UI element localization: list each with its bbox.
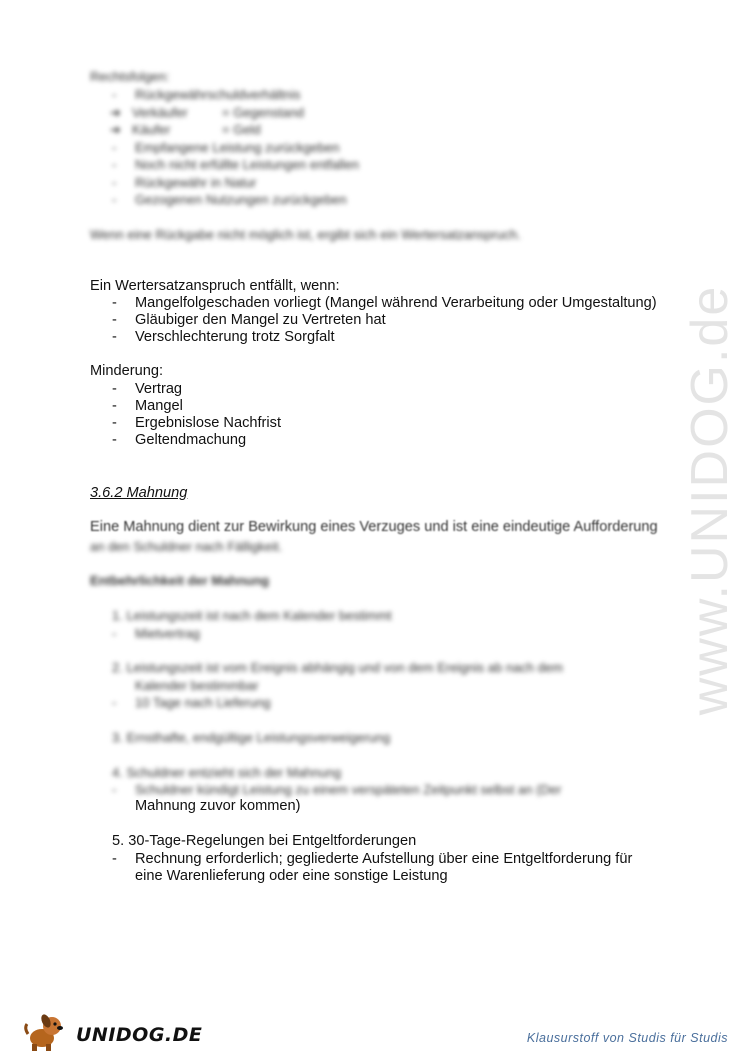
list-item: Noch nicht erfüllte Leistungen entfallen bbox=[135, 157, 360, 172]
bullet-marker: - bbox=[112, 192, 117, 207]
paragraph: Wenn eine Rückgabe nicht möglich ist, ergibt sich ein Wertersatzanspruch. bbox=[90, 227, 521, 242]
list-item-value: = Gegenstand bbox=[222, 105, 305, 120]
logo-text: UNIDOG.DE bbox=[76, 1024, 203, 1046]
list-item: Kalender bestimmbar bbox=[135, 678, 259, 693]
subheading: Entbehrlichkeit der Mahnung bbox=[90, 573, 270, 588]
list-item: Gezogenen Nutzungen zurückgeben bbox=[135, 192, 347, 207]
watermark: www.UNIDOG.de bbox=[681, 284, 739, 716]
list-item: Mangel bbox=[135, 398, 183, 414]
list-item: eine Warenlieferung oder eine sonstige Leistung bbox=[135, 868, 448, 884]
list-item: 10 Tage nach Lieferung bbox=[135, 695, 271, 710]
bullet-marker: - bbox=[112, 157, 117, 172]
bullet-marker: - bbox=[112, 87, 117, 102]
arrow-marker: ➔ bbox=[110, 105, 121, 120]
list-item: Empfangene Leistung zurückgeben bbox=[135, 140, 340, 155]
list-item: Mahnung zuvor kommen) bbox=[135, 798, 301, 814]
list-item: Rechnung erforderlich; gegliederte Aufstellung über eine Entgeltforderung für bbox=[135, 851, 633, 867]
section-heading: 3.6.2 Mahnung bbox=[90, 485, 188, 501]
bullet-marker: - bbox=[112, 175, 117, 190]
minderung-intro: Minderung: bbox=[90, 363, 164, 379]
list-item: Schuldner kündigt Leistung zu einem verspäteten Zeitpunkt selbst an (Der bbox=[135, 782, 562, 797]
dash-marker: - bbox=[112, 295, 117, 311]
dash-marker: - bbox=[112, 626, 117, 641]
section-paragraph-line1: Eine Mahnung dient zur Bewirkung eines Verzuges und ist eine eindeutige Aufforderung bbox=[90, 519, 658, 535]
dash-marker: - bbox=[112, 415, 117, 431]
list-item: Rückgewährschuldverhältnis bbox=[135, 87, 301, 102]
dash-marker: - bbox=[112, 398, 117, 414]
list-item: Geltendmachung bbox=[135, 432, 247, 448]
list-item: Mietvertrag bbox=[135, 626, 201, 641]
list-item: Rückgewähr in Natur bbox=[135, 175, 257, 190]
wertersatz-intro: Ein Wertersatzanspruch entfällt, wenn: bbox=[90, 278, 340, 294]
list-item: 5. 30-Tage-Regelungen bei Entgeltforderungen bbox=[112, 833, 417, 849]
list-item: Ergebnislose Nachfrist bbox=[135, 415, 282, 431]
list-item: Gläubiger den Mangel zu Vertreten hat bbox=[135, 312, 386, 328]
dash-marker: - bbox=[112, 432, 117, 448]
list-item: 2. Leistungszeit ist vom Ereignis abhängig und von dem Ereignis ab nach dem bbox=[112, 660, 563, 675]
list-item: Mangelfolgeschaden vorliegt (Mangel während Verarbeitung oder Umgestaltung) bbox=[135, 295, 657, 311]
list-item: Verkäufer bbox=[132, 105, 188, 120]
bullet-marker: - bbox=[112, 140, 117, 155]
list-item: Käufer bbox=[132, 122, 171, 137]
list-item: 3. Ernsthafte, endgültige Leistungsverweigerung bbox=[112, 730, 391, 745]
dash-marker: - bbox=[112, 851, 117, 867]
rechtsfolgen-title: Rechtsfolgen: bbox=[90, 69, 170, 84]
list-item: Vertrag bbox=[135, 381, 183, 397]
dash-marker: - bbox=[112, 695, 117, 710]
list-item-value: = Geld bbox=[222, 122, 261, 137]
dash-marker: - bbox=[112, 312, 117, 328]
list-item: Verschlechterung trotz Sorgfalt bbox=[135, 329, 335, 345]
arrow-marker: ➔ bbox=[110, 122, 121, 137]
list-item: 1. Leistungszeit ist nach dem Kalender bestimmt bbox=[112, 608, 392, 623]
section-paragraph-line2: an den Schuldner nach Fälligkeit. bbox=[90, 539, 283, 554]
dog-icon bbox=[22, 1012, 76, 1052]
dash-marker: - bbox=[112, 381, 117, 397]
dash-marker: - bbox=[112, 782, 117, 797]
dash-marker: - bbox=[112, 329, 117, 345]
unidog-logo bbox=[22, 1012, 203, 1052]
list-item: 4. Schuldner entzieht sich der Mahnung bbox=[112, 765, 342, 780]
footer-tagline: Klausurstoff von Studis für Studis bbox=[526, 1031, 728, 1045]
